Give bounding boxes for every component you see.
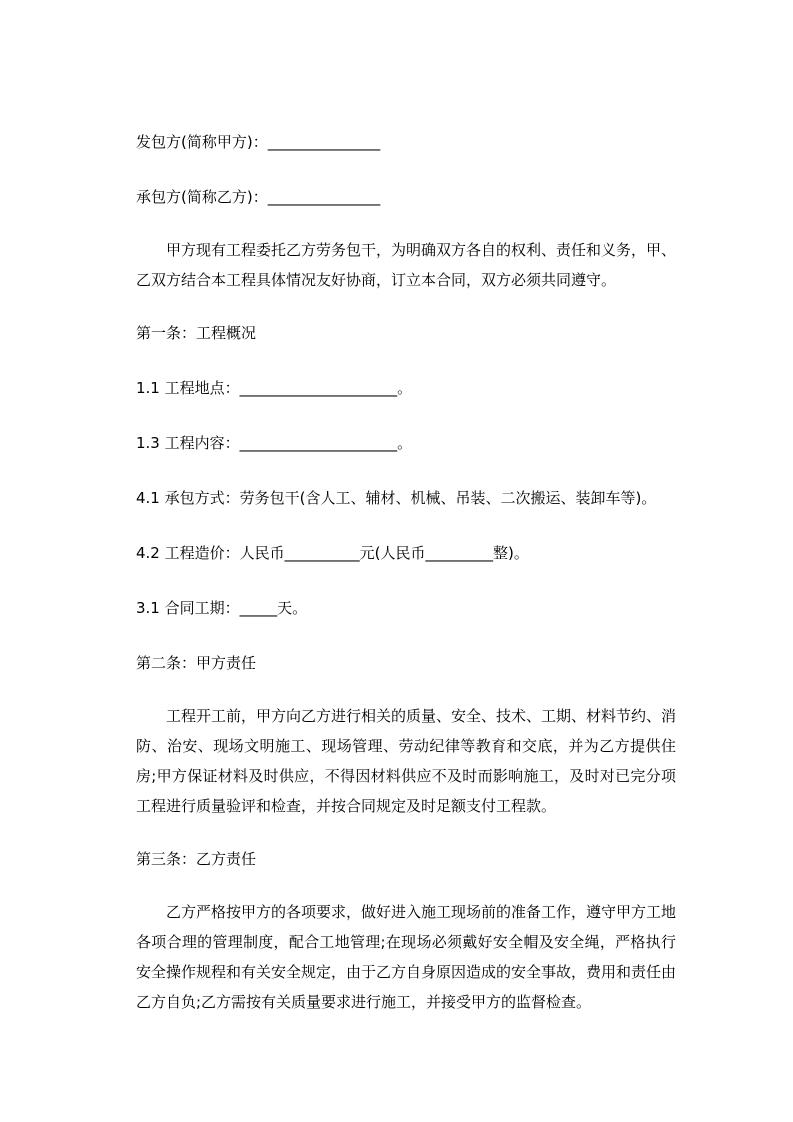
article-2-body: 工程开工前，甲方向乙方进行相关的质量、安全、技术、工期、材料节约、消防、治安、现场文明施工、现场管理、劳动纪律等教育和交底，并为乙方提供住房;甲方保证材料及时供应，不得因材料供应不及时而影响施工，及时对已完分项工程进行质量验评和检查，并按合同规定及时足额支付工程款。 xyxy=(136,707,677,815)
item-4-2: 4.2 工程造价：人民币__________元(人民币_________整)。 xyxy=(136,544,529,562)
article-2-title: 第二条：甲方责任 xyxy=(136,654,257,672)
intro-paragraph: 甲方现有工程委托乙方劳务包干，为明确双方各自的权利、责任和义务，甲、乙双方结合本工程具体情况友好协商，订立本合同，双方必须共同遵守。 xyxy=(136,241,677,289)
party-b-line: 承包方(简称乙方)：_______________ xyxy=(136,188,381,206)
item-4-1: 4.1 承包方式：劳务包干(含人工、辅材、机械、吊装、二次搬运、装卸车等)。 xyxy=(136,489,657,507)
party-a-line: 发包方(简称甲方)：_______________ xyxy=(136,133,381,151)
article-3-title: 第三条：乙方责任 xyxy=(136,850,257,868)
contract-body xyxy=(136,128,676,1017)
article-1-title: 第一条：工程概况 xyxy=(136,324,257,342)
item-1-1: 1.1 工程地点：_____________________。 xyxy=(136,379,413,397)
item-3-1: 3.1 合同工期：_____天。 xyxy=(136,599,308,617)
item-1-3: 1.3 工程内容：_____________________。 xyxy=(136,434,413,452)
article-3-body: 乙方严格按甲方的各项要求，做好进入施工现场前的准备工作，遵守甲方工地各项合理的管理制度，配合工地管理;在现场必须戴好安全帽及安全绳，严格执行安全操作规程和有关安全规定，由于乙方自身原因造成的安全事故，费用和责任由乙方自负;乙方需按有关质量要求进行施工，并接受甲方的监督检查。 xyxy=(136,903,677,1011)
